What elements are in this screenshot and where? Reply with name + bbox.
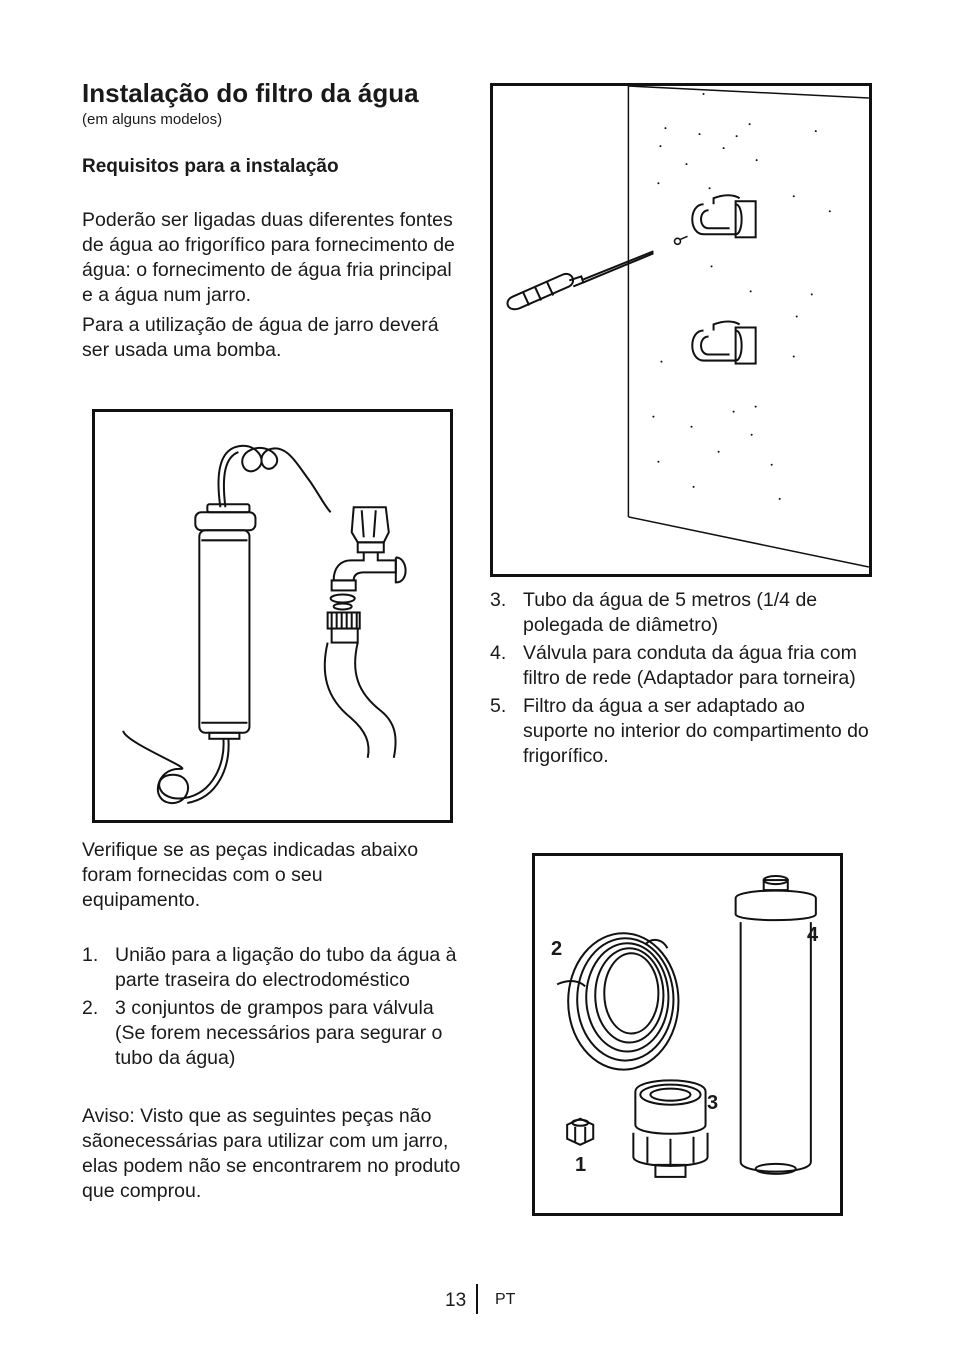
- list-item: [490, 588, 870, 638]
- list-item-text: Filtro da água a ser adaptado ao suporte no interior do compartimento do frigorífico.: [523, 695, 869, 767]
- page-subtitle: (em alguns modelos): [82, 111, 223, 128]
- tap-icon: [332, 507, 406, 590]
- figure-filter-tap: [92, 409, 453, 823]
- figure-parts: [532, 853, 843, 1216]
- clip-icon: [692, 321, 755, 363]
- list-item-text: Tubo da água de 5 metros (1/4 de polegada de diâmetro): [523, 589, 818, 636]
- screwdriver-icon: [507, 251, 653, 309]
- filter-icon: [195, 504, 255, 739]
- tube-coil: [557, 933, 678, 1069]
- parts-list-left: [82, 943, 467, 1074]
- language-code: PT: [495, 1291, 516, 1308]
- figure-clips-wall: [490, 83, 872, 577]
- check-paragraph: Verifique se as peças indicadas abaixo foram fornecidas com o seu equipamento.: [82, 839, 419, 911]
- page-number: 13: [445, 1290, 467, 1311]
- filter-icon: [736, 876, 819, 1174]
- callout-part-3: 3: [707, 1092, 719, 1114]
- requirements-heading: Requisitos para a instalação: [82, 156, 339, 177]
- clips-wall-illustration: [493, 86, 869, 574]
- list-item: [490, 694, 870, 769]
- adapter-icon: [633, 1080, 707, 1177]
- intro-paragraph-1: Poderão ser ligadas duas diferentes fontes de água ao frigorífico para fornecimento de água: o fornecimento de água fria principal e a água num jarro.: [82, 209, 455, 306]
- screw-icon: [674, 236, 687, 244]
- footer-divider: [476, 1284, 478, 1314]
- list-item-number: 2.: [82, 997, 99, 1019]
- page-title: Instalação do filtro da água: [82, 78, 419, 108]
- filter-tap-illustration: [95, 412, 450, 820]
- hose-icon: [325, 612, 396, 757]
- nut-icon: [567, 1119, 593, 1145]
- list-item: [82, 996, 467, 1071]
- list-item-number: 3.: [490, 589, 507, 611]
- list-item: [490, 641, 870, 691]
- list-item-number: 5.: [490, 695, 507, 717]
- clip-icon: [692, 195, 755, 237]
- warning-paragraph: Aviso: Visto que as seguintes peças não sãonecessárias para utilizar com um jarro, elas podem não se encontrarem no produto que comprou.: [82, 1105, 461, 1202]
- callout-part-2: 2: [551, 938, 563, 960]
- tube-bottom-loop: [123, 731, 223, 803]
- callout-part-4: 4: [807, 924, 819, 946]
- list-item-number: 1.: [82, 944, 99, 966]
- callout-part-1: 1: [575, 1154, 587, 1176]
- parts-list-right: [490, 588, 870, 772]
- intro-paragraph-2: Para a utilização de água de jarro deverá ser usada uma bomba.: [82, 314, 439, 361]
- list-item-text: 3 conjuntos de grampos para válvula (Se forem necessários para segurar o tubo da água): [115, 997, 443, 1069]
- list-item: [82, 943, 467, 993]
- list-item-number: 4.: [490, 642, 507, 664]
- list-item-text: Válvula para conduta da água fria com filtro de rede (Adaptador para torneira): [523, 642, 857, 689]
- list-item-text: União para a ligação do tubo da água à parte traseira do electrodoméstico: [115, 944, 457, 991]
- tube-top-loop: [218, 446, 330, 513]
